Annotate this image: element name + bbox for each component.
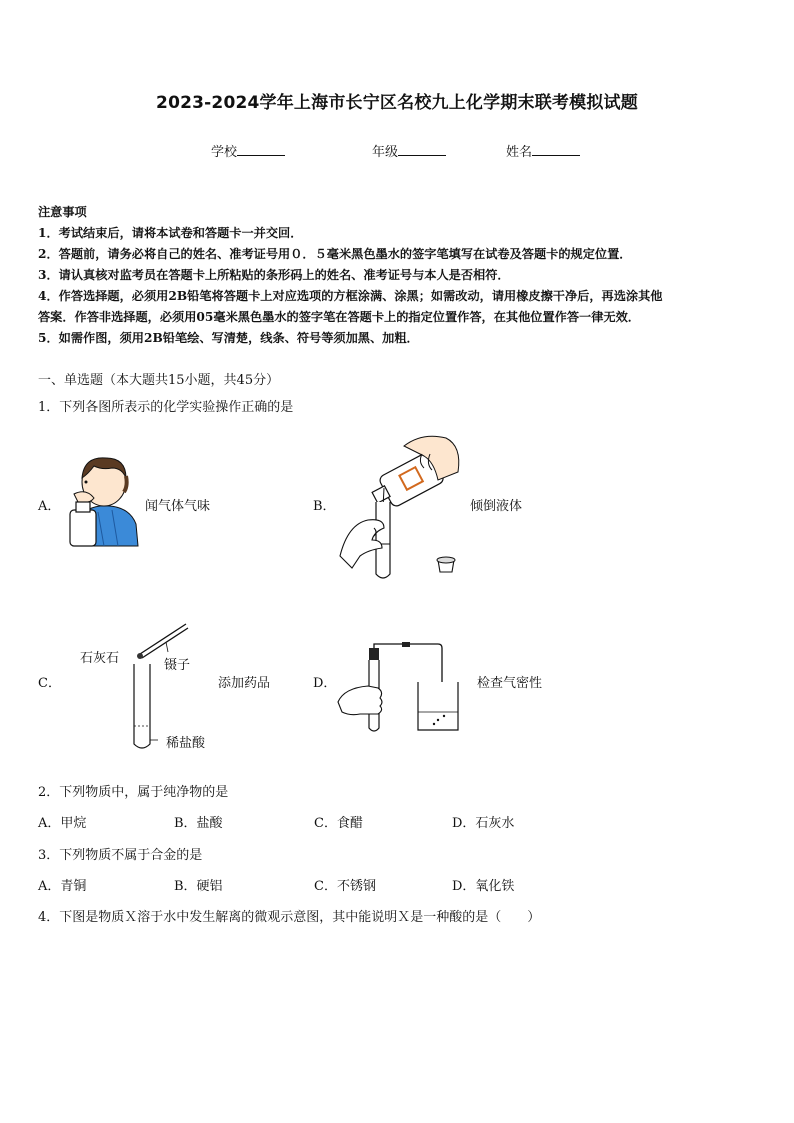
pour-liquid-illustration: [338, 432, 468, 580]
q1-option-a-label: 闻气体气味: [145, 499, 211, 514]
grade-label: 年级: [372, 145, 399, 160]
fig-tweezers-label: 镊子: [164, 658, 191, 673]
school-blank[interactable]: [237, 143, 285, 156]
q2-option-a[interactable]: A．甲烷: [38, 816, 87, 831]
q1-option-d-label: 检查气密性: [477, 676, 543, 691]
q2-stem: 2．下列物质中，属于纯净物的是: [38, 785, 229, 800]
notice-item-3: 3．请认真核对监考员在答题卡上所粘贴的条形码上的姓名、准考证号与本人是否相符．: [38, 268, 510, 282]
name-blank[interactable]: [532, 143, 580, 156]
q1-option-b-label: 倾倒液体: [470, 499, 523, 514]
q1-stem: 1．下列各图所表示的化学实验操作正确的是: [38, 400, 294, 415]
q1-option-b-letter[interactable]: B．: [313, 499, 336, 514]
check-airtightness-illustration: [338, 642, 466, 736]
q4-stem: 4．下图是物质Ｘ溶于水中发生解离的微观示意图，其中能说明Ｘ是一种酸的是（ ）: [38, 910, 541, 925]
notice-item-1: 1．考试结束后，请将本试卷和答题卡一并交回．: [38, 226, 303, 240]
q2-option-d[interactable]: D．石灰水: [452, 816, 515, 831]
q3-option-d[interactable]: D．氧化铁: [452, 879, 515, 894]
q1-option-d-letter[interactable]: D．: [313, 676, 337, 691]
school-label: 学校: [211, 145, 238, 160]
notice-heading: 注意事项: [38, 205, 87, 219]
notice-item-5: 5．如需作图，须用2B铅笔绘、写清楚，线条、符号等须加黑、加粗．: [38, 331, 419, 345]
q2-option-c[interactable]: C．食醋: [314, 816, 363, 831]
name-label: 姓名: [506, 145, 533, 160]
q3-stem: 3．下列物质不属于合金的是: [38, 848, 203, 863]
notice-item-2: 2．答题前，请务必将自己的姓名、准考证号用０．５毫米黑色墨水的签字笔填写在试卷及答题卡的规定位置．: [38, 247, 632, 261]
grade-field[interactable]: [372, 141, 446, 160]
school-field[interactable]: [211, 141, 285, 160]
q3-option-b[interactable]: B．硬铝: [174, 879, 223, 894]
q3-option-a[interactable]: A．青铜: [38, 879, 87, 894]
fig-limestone-label: 石灰石: [80, 651, 120, 666]
q1-option-c-label: 添加药品: [218, 676, 271, 691]
fig-acid-label: 稀盐酸: [166, 736, 206, 751]
page-title: 2023-2024学年上海市长宁区名校九上化学期末联考模拟试题: [156, 93, 638, 113]
q1-option-a-letter[interactable]: A．: [38, 499, 61, 514]
name-field[interactable]: [506, 141, 580, 160]
section-heading: 一、单选题（本大题共15小题，共45分）: [38, 373, 280, 388]
q1-option-c-letter[interactable]: C．: [38, 676, 61, 691]
smell-gas-illustration: [64, 452, 140, 548]
notice-item-4-cont: 答案．作答非选择题，必须用05毫米黑色墨水的签字笔在答题卡上的指定位置作答，在其他位置作答一律无效．: [38, 310, 640, 324]
q3-option-c[interactable]: C．不锈钢: [314, 879, 376, 894]
q2-option-b[interactable]: B．盐酸: [174, 816, 223, 831]
notice-item-4: 4．作答选择题，必须用2B铅笔将答题卡上对应选项的方框涂满、涂黑；如需改动，请用橡皮擦干净后，再选涂其他: [38, 289, 663, 303]
grade-blank[interactable]: [398, 143, 446, 156]
